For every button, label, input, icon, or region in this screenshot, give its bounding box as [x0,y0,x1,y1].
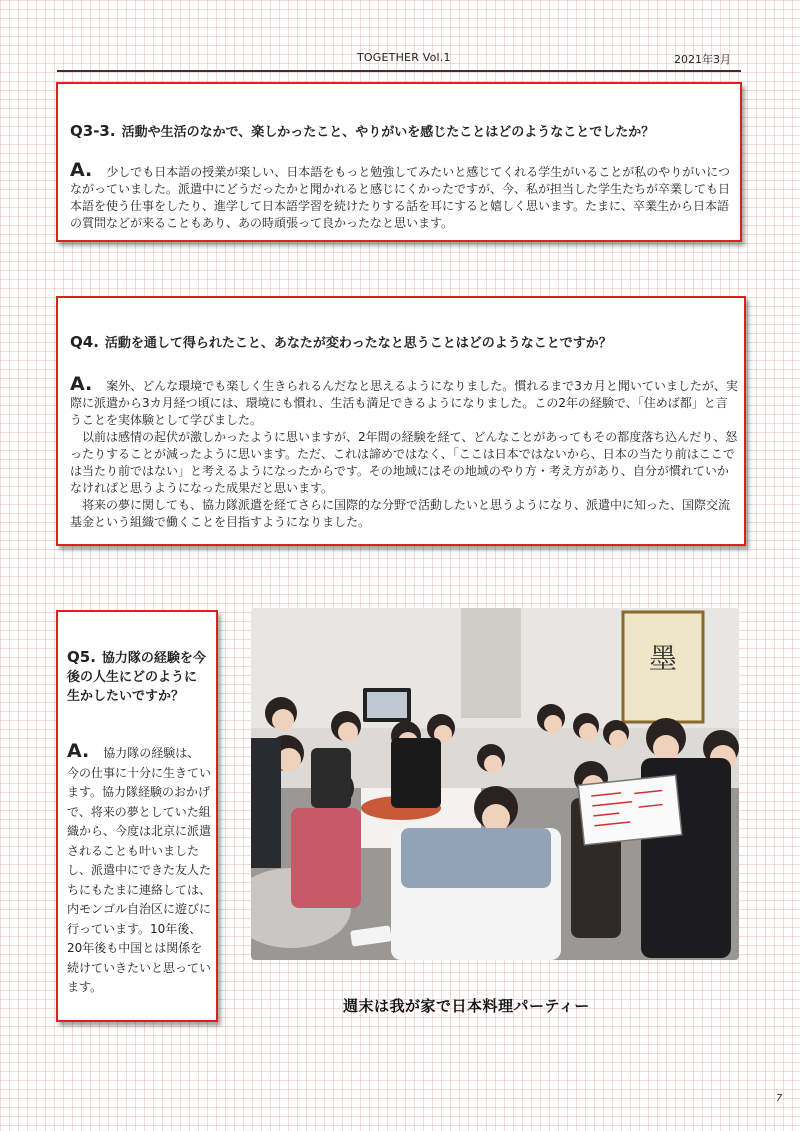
question-heading [70,332,612,351]
answer-text [70,373,738,531]
answer-label: A. [70,373,93,395]
answer-paragraph-2: 以前は感情の起伏が激しかったように思いますが、2年間の経験を経て、どんなことがあってもその都度落ち込んだり、怒ったりすることが減ったように思います。ただ、これは諦めではなく、「ここは日本ではないから、日本の当たり前はここでは当たり前ではない」と考えるようになったからです。その地域にはその地域のやり方・考え方があり、自分が慣れていかなければと思うようになった成果だと思います。 [70,430,738,495]
question-box-q3-3 [56,82,742,242]
answer-paragraph-3: 将来の夢に関しても、協力隊派遣を経てさらに国際的な分野で活動したいと思うようになり、派遣中に知った、国際交流基金という組織で働くことを目指すようになりました。 [70,498,731,529]
answer-text [67,742,211,998]
party-photo-illustration [251,608,739,960]
answer-paragraph-1: 案外、どんな環境でも楽しく生きられるんだなと思えるようになりました。慣れるまで3カ月と聞いていましたが、実際に派遣から3カ月経つ頃には、環境にも慣れ、生活も満足できるようになりました。この2年の経験で、「住めば都」と言うことを実体験として学びました。 [70,379,738,427]
question-text: 活動や生活のなかで、楽しかったこと、やりがいを感じたことはどのようなことでしたか？ [121,125,655,140]
answer-label: A. [67,740,90,762]
answer-label: A. [70,159,93,181]
question-heading [67,648,207,706]
answer-body: 協力隊の経験は、今の仕事に十分に生きています。協力隊経験のおかげで、将来の夢としていた組織から、今度は北京に派遣されることも叶いましたし、派遣中にできた友人たちにもたまに連絡しては、内モンゴル自治区に遊びに行っています。10年後、20年後も中国とは関係を続けていきたいと思っています。 [67,746,212,994]
question-text: 活動を通して得られたこと、あなたが変わったなと思うことはどのようなことですか？ [104,336,612,351]
question-number: Q4. [70,333,99,351]
answer-body: 少しでも日本語の授業が楽しい、日本語をもっと勉強してみたいと感じてくれる学生がいることが私のやりがいにつながっていました。派遣中にどうだったかと聞かれると感じにくかったですが、今、私が担当した学生たちが卒業しても日本語を使う仕事をしたり、進学して日本語学習を続けたりする話を耳にすると嬉しく思います。たまに、卒業生から日本語の質問などが来ることもあり、あの時頑張って良かったなと思います。 [70,165,731,230]
issue-date: 2021年3月 [674,53,731,66]
header-divider [57,70,741,72]
question-text: 協力隊の経験を今後の人生にどのように生かしたいですか？ [67,651,206,704]
question-heading [70,121,654,140]
question-box-q5 [56,610,218,1022]
page-number: 7 [776,1093,783,1104]
answer-text [70,159,734,232]
question-number: Q3-3. [70,122,116,140]
svg-text:墨: 墨 [648,642,678,675]
page-header [57,48,737,70]
question-number: Q5. [67,648,96,666]
photo-caption: 週末は我が家で日本料理パーティー [343,997,590,1015]
newsletter-title: TOGETHER Vol.1 [357,51,451,64]
question-box-q4 [56,296,746,546]
party-photo [251,608,739,960]
